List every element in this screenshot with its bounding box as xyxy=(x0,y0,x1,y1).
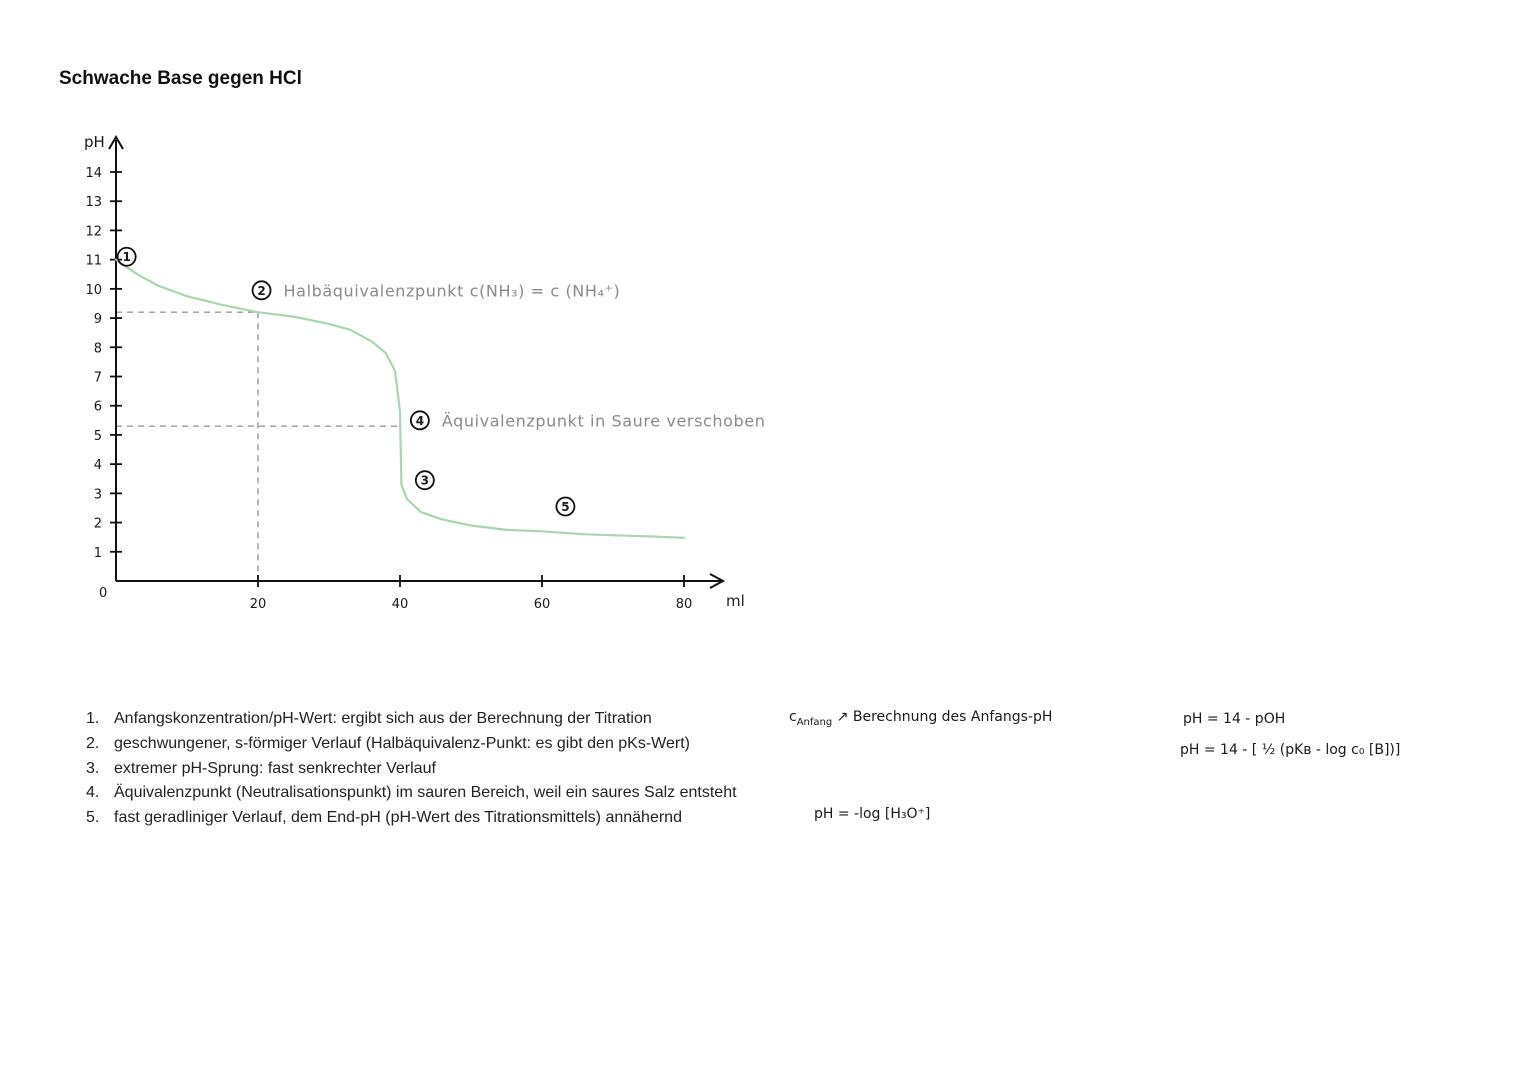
annotation-marker-label: 1 xyxy=(122,250,131,265)
x-tick-label: 20 xyxy=(249,597,267,612)
x-axis-label: ml xyxy=(726,592,745,610)
list-item: 4. Äquivalenzpunkt (Neutralisationspunkt) im sauren Bereich, weil ein saures Salz entsteht xyxy=(86,784,737,802)
list-item: 1. Anfangskonzentration/pH-Wert: ergibt sich aus der Berechnung der Titration xyxy=(86,710,652,727)
y-tick-label: 2 xyxy=(93,516,102,532)
annotation-marker-label: 2 xyxy=(257,283,266,298)
explanation-list xyxy=(86,707,737,831)
reference-lines xyxy=(116,312,400,581)
formula-h3o: pH = -log [H₃O⁺] xyxy=(814,806,931,822)
page-title: Schwache Base gegen HCl xyxy=(59,68,302,89)
series-line xyxy=(116,260,684,538)
y-tick-label: 3 xyxy=(93,487,102,503)
y-tick-label: 14 xyxy=(85,166,102,181)
formula-weak-base: pH = 14 - [ ½ (pKʙ - log c₀ [B])] xyxy=(1180,742,1401,758)
x-tick-label: 40 xyxy=(391,597,409,612)
annotation-marker-label: 5 xyxy=(561,500,570,515)
initial-concentration-note: $c_{Anfang}$ ↗ Berechnung des Anfangs-pH xyxy=(789,709,1053,728)
list-item: 2. geschwungener, s-förmiger Verlauf (Halbäquivalenz-Punkt: es gibt den pKs-Wert) xyxy=(86,734,690,752)
origin-label: 0 xyxy=(99,586,108,601)
x-tick-label: 80 xyxy=(675,597,693,612)
x-tick-label: 60 xyxy=(533,597,551,612)
y-tick-label: 12 xyxy=(85,224,102,240)
annotation-text: Äquivalenzpunkt in Saure verschoben xyxy=(441,411,766,431)
y-tick-label: 5 xyxy=(93,428,102,444)
annotations xyxy=(118,248,766,516)
annotation-text: Halbäquivalenzpunkt c(NH₃) = c (NH₄⁺) xyxy=(283,281,621,301)
y-tick-label: 13 xyxy=(85,195,102,211)
y-tick-label: 7 xyxy=(93,370,102,386)
y-tick-label: 8 xyxy=(93,341,102,357)
y-tick-label: 1 xyxy=(93,545,102,561)
curved-arrow-icon: ↗ xyxy=(836,709,849,725)
annotation-marker-label: 4 xyxy=(415,413,425,428)
list-item: 3. extremer pH-Sprung: fast senkrechter Verlauf xyxy=(86,759,436,777)
y-axis-label: pH xyxy=(84,133,105,151)
y-tick-label: 4 xyxy=(93,458,102,474)
y-tick-label: 10 xyxy=(85,282,102,298)
y-tick-label: 11 xyxy=(85,253,102,269)
list-item: 5. fast geradliniger Verlauf, dem End-pH (pH-Wert des Titrationsmittels) annähernd xyxy=(86,809,682,827)
y-tick-label: 9 xyxy=(93,312,102,328)
annotation-marker-label: 3 xyxy=(420,473,430,488)
curve-layer xyxy=(116,260,684,538)
y-tick-label: 6 xyxy=(93,399,102,415)
formula-poh: pH = 14 - pOH xyxy=(1183,711,1286,727)
chart-axes xyxy=(84,133,745,612)
